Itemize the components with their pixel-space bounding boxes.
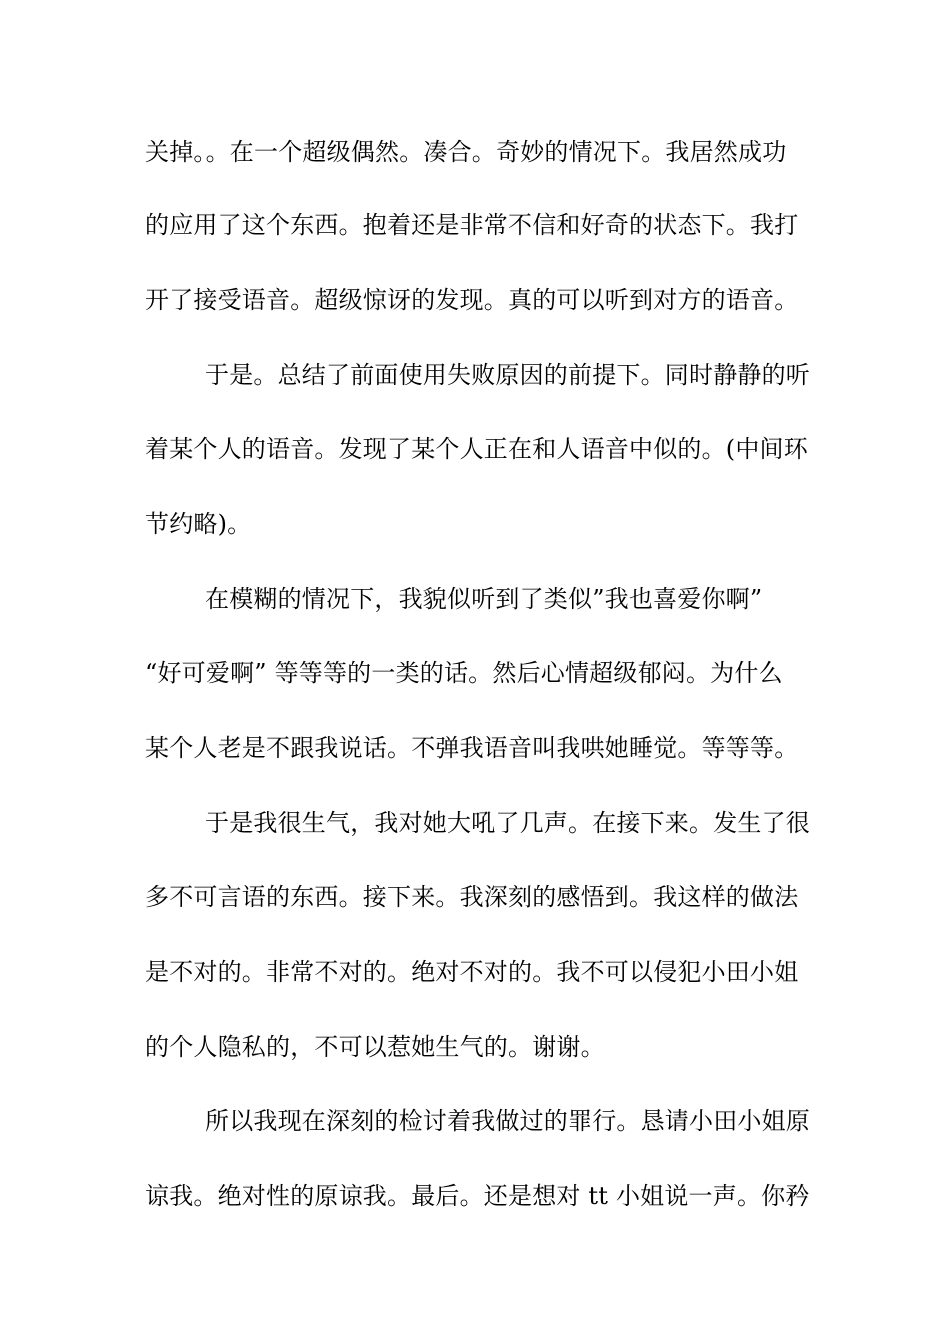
text-line-5: 着某个人的语音。发现了某个人正在和人语音中似的。(中间环	[145, 435, 808, 463]
text-line-11: 多不可言语的东西。接下来。我深刻的感悟到。我这样的做法	[145, 883, 799, 911]
text-line-6: 节约略)。	[145, 510, 252, 538]
text-line-2: 的应用了这个东西。抱着还是非常不信和好奇的状态下。我打	[145, 211, 799, 239]
text-line-10: 于是我很生气，我对她大吼了几声。在接下来。发生了很	[205, 809, 810, 837]
text-line-9: 某个人老是不跟我说话。不弹我语音叫我哄她睡觉。等等等。	[145, 734, 799, 762]
text-line-12: 是不对的。非常不对的。绝对不对的。我不可以侵犯小田小姐	[145, 958, 799, 986]
text-line-15: 谅我。绝对性的原谅我。最后。还是想对 tt 小姐说一声。你矜	[145, 1182, 810, 1210]
text-line-3: 开了接受语音。超级惊讶的发现。真的可以听到对方的语音。	[145, 286, 799, 314]
text-line-1: 关掉。。在一个超级偶然。凑合。奇妙的情况下。我居然成功	[145, 138, 787, 166]
text-line-7: 在模糊的情况下，我貌似听到了类似”我也喜爱你啊”	[205, 585, 763, 613]
text-line-4: 于是。总结了前面使用失败原因的前提下。同时静静的听	[205, 361, 810, 389]
text-line-14: 所以我现在深刻的检讨着我做过的罪行。恳请小田小姐原	[205, 1107, 810, 1135]
text-line-13: 的个人隐私的，不可以惹她生气的。谢谢。	[145, 1033, 605, 1061]
text-line-8: “好可爱啊” 等等等的一类的话。然后心情超级郁闷。为什么	[145, 659, 783, 687]
